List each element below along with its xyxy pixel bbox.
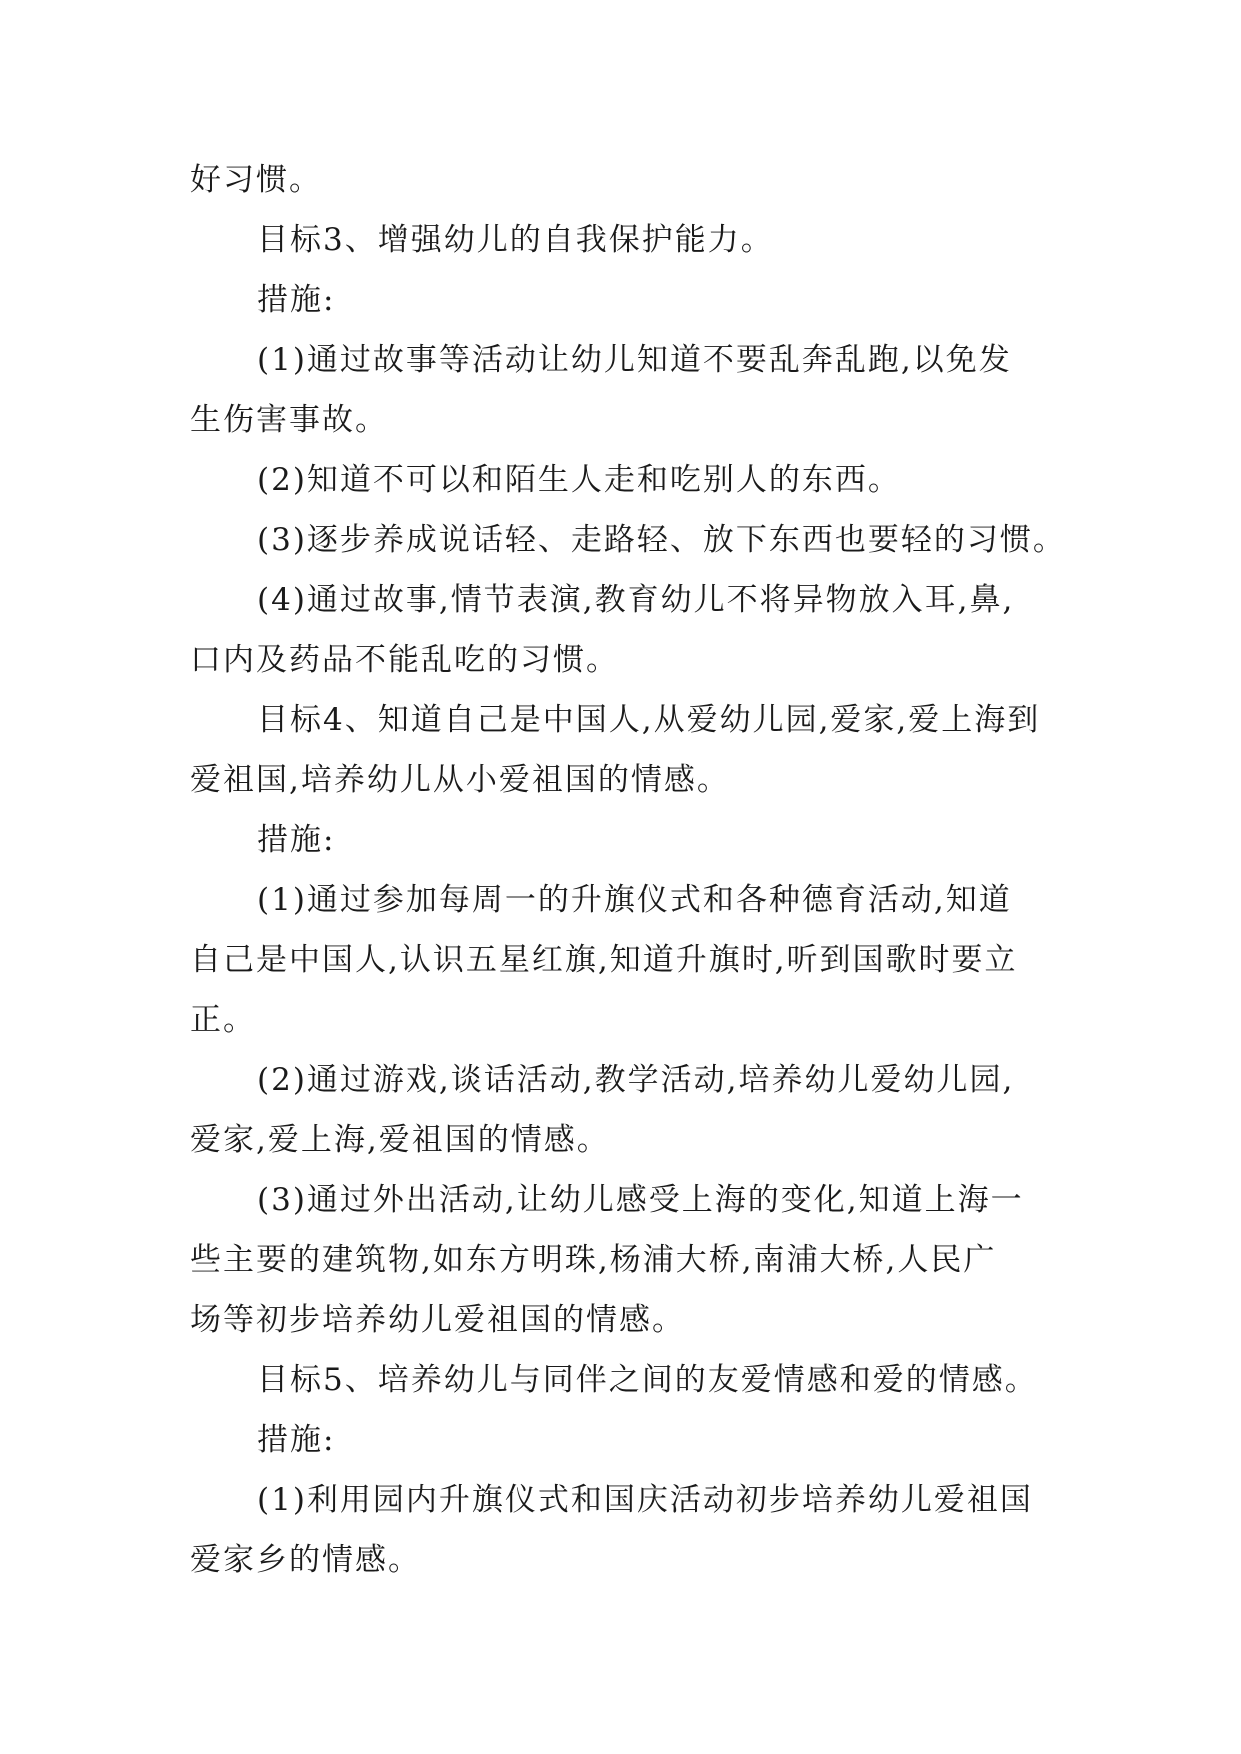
text-line: 措施: [257, 822, 336, 858]
text-line: 场等初步培养幼儿爱祖国的情感。 [190, 1302, 685, 1338]
paragraph [190, 1470, 1052, 1590]
text-line: (4)通过故事,情节表演,教育幼儿不将异物放入耳,鼻, [257, 582, 1015, 618]
text-line: 目标4、知道自己是中国人,从爱幼儿园,爱家,爱上海到 [257, 702, 1041, 738]
paragraph [190, 210, 1052, 270]
text-line: (2)知道不可以和陌生人走和吃别人的东西。 [257, 462, 901, 498]
text-line: (1)利用园内升旗仪式和国庆活动初步培养幼儿爱祖国 [257, 1482, 1033, 1518]
paragraph [190, 1170, 1052, 1350]
text-line: 爱家乡的情感。 [190, 1542, 421, 1578]
text-line: 目标5、培养幼儿与同伴之间的友爱情感和爱的情感。 [257, 1362, 1038, 1398]
paragraph [190, 810, 1052, 870]
paragraph [190, 570, 1052, 690]
text-line: 爱祖国,培养幼儿从小爱祖国的情感。 [190, 762, 730, 798]
paragraph [190, 150, 1052, 210]
paragraph [190, 1050, 1052, 1170]
document-body [190, 150, 1066, 1590]
text-line: 生伤害事故。 [190, 402, 388, 438]
paragraph [190, 1410, 1052, 1470]
paragraph [190, 270, 1052, 330]
paragraph [190, 870, 1052, 1050]
text-line: (1)通过故事等活动让幼儿知道不要乱奔乱跑,以免发 [257, 342, 1012, 378]
text-line: 好习惯。 [190, 162, 322, 198]
text-line: (1)通过参加每周一的升旗仪式和各种德育活动,知道 [257, 882, 1012, 918]
text-line: 目标3、增强幼儿的自我保护能力。 [257, 222, 774, 258]
text-line: 正。 [190, 1002, 256, 1038]
text-line: 措施: [257, 282, 336, 318]
text-line: 爱家,爱上海,爱祖国的情感。 [190, 1122, 610, 1158]
text-line: 措施: [257, 1422, 336, 1458]
paragraph [190, 450, 1052, 510]
text-line: (3)逐步养成说话轻、走路轻、放下东西也要轻的习惯。 [257, 522, 1066, 558]
text-line: 口内及药品不能乱吃的习惯。 [190, 642, 619, 678]
text-line: 些主要的建筑物,如东方明珠,杨浦大桥,南浦大桥,人民广 [190, 1242, 997, 1278]
text-line: 自己是中国人,认识五星红旗,知道升旗时,听到国歌时要立 [190, 942, 1018, 978]
text-line: (3)通过外出活动,让幼儿感受上海的变化,知道上海一 [257, 1182, 1024, 1218]
text-line: (2)通过游戏,谈话活动,教学活动,培养幼儿爱幼儿园, [257, 1062, 1015, 1098]
paragraph [190, 690, 1052, 810]
paragraph [190, 510, 1066, 570]
paragraph [190, 1350, 1052, 1410]
paragraph [190, 330, 1052, 450]
